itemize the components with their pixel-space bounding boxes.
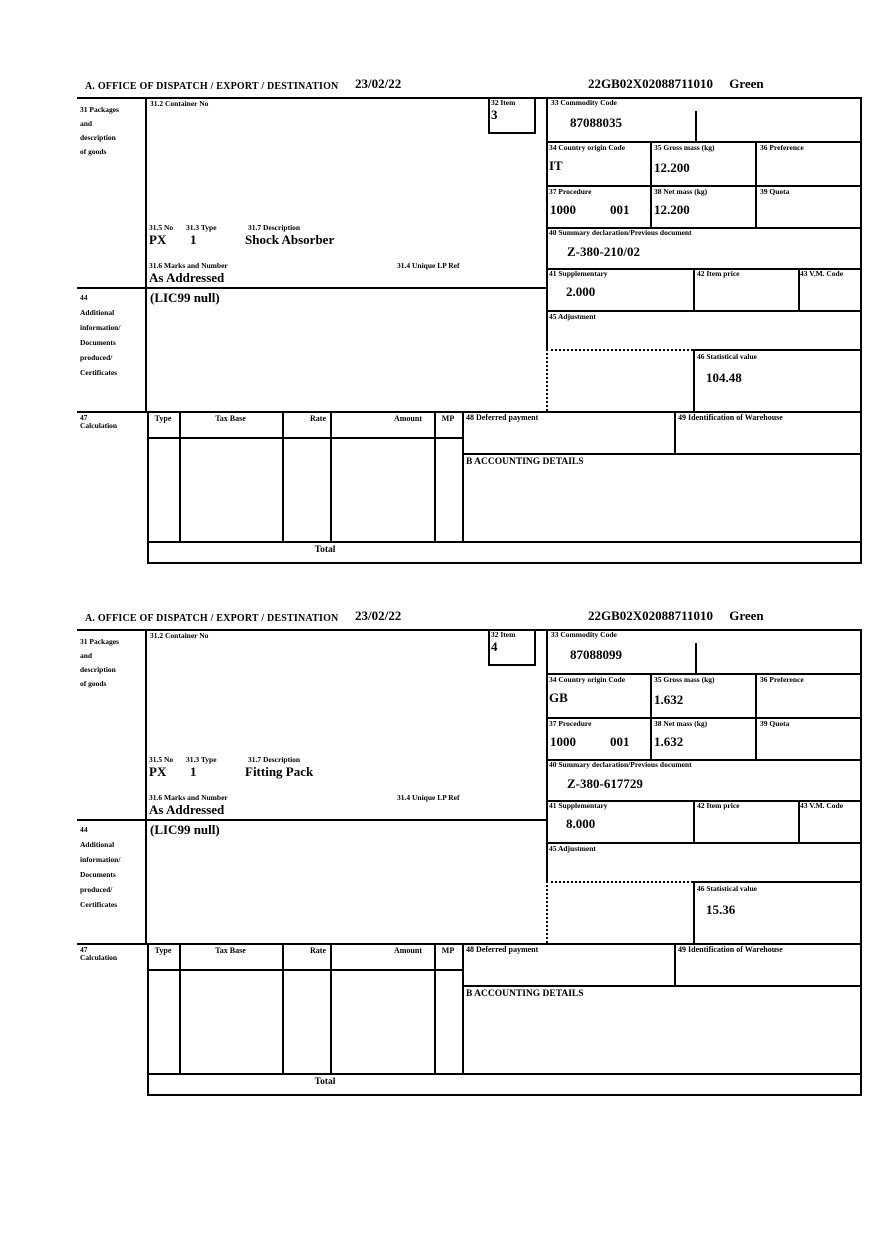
previous-document-value: Z-380-617729	[567, 776, 643, 791]
grid-line	[860, 629, 862, 1096]
gross-mass-value: 1.632	[654, 692, 684, 707]
commodity-code-label: 33 Commodity Code	[551, 98, 617, 107]
entry-number: 22GB02X02088711010	[588, 76, 713, 91]
grid-line	[147, 562, 862, 564]
customs-declaration-item-section	[0, 78, 882, 568]
box31-label-line: description	[80, 133, 116, 142]
procedure-label: 37 Procedure	[549, 187, 592, 196]
commodity-code-value: 87088035	[570, 115, 622, 130]
office-of-dispatch-header: A. OFFICE OF DISPATCH / EXPORT / DESTINATION	[85, 81, 339, 92]
grid-line	[462, 943, 464, 1073]
description-label: 31.7 Description	[248, 223, 301, 232]
preference-label: 36 Preference	[760, 675, 804, 684]
grid-line	[179, 411, 181, 541]
adjustment-label: 45 Adjustment	[549, 844, 596, 853]
net-mass-label: 38 Net mass (kg)	[654, 719, 708, 728]
grid-line	[147, 437, 462, 439]
commodity-code-label: 33 Commodity Code	[551, 630, 617, 639]
package-type-value: 1	[190, 764, 197, 779]
col-header-type: Type	[154, 946, 172, 955]
dotted-grid-line	[546, 349, 693, 351]
item-price-label: 42 Item price	[697, 801, 740, 810]
grid-line	[674, 943, 676, 985]
package-type-label: 31.3 Type	[186, 755, 217, 764]
col-header-rate: Rate	[310, 414, 326, 423]
grid-line	[693, 881, 695, 943]
grid-line	[145, 629, 147, 943]
grid-line	[330, 411, 332, 541]
grid-line	[147, 969, 462, 971]
box31-label-line: 31 Packages	[80, 105, 119, 114]
grid-line	[860, 97, 862, 564]
box44-label-line: Documents	[80, 870, 116, 879]
adjustment-label: 45 Adjustment	[549, 312, 596, 321]
declaration-date: 23/02/22	[355, 76, 402, 91]
gross-mass-value: 12.200	[654, 160, 690, 175]
procedure-label: 37 Procedure	[549, 719, 592, 728]
grid-line	[147, 1073, 862, 1075]
additional-info-value: (LIC99 null)	[150, 822, 220, 837]
calculation-label	[80, 946, 117, 963]
procedure-ext-value: 001	[610, 202, 630, 217]
package-no-label: 31.5 No	[149, 223, 174, 232]
box44-label-line: Additional	[80, 308, 115, 317]
procedure-ext-value: 001	[610, 734, 630, 749]
deferred-payment-label: 48 Deferred payment	[466, 413, 539, 422]
grid-line	[693, 881, 862, 883]
total-label: Total	[314, 1077, 336, 1087]
unique-lp-ref-label: 31.4 Unique LP Ref	[397, 261, 460, 270]
statistical-value: 15.36	[706, 902, 736, 917]
col-header-tax-base: Tax Base	[215, 946, 246, 955]
commodity-code-value: 87088099	[570, 647, 622, 662]
box44-label-line: information/	[80, 323, 121, 332]
col-header-rate: Rate	[310, 946, 326, 955]
box44-label-line: information/	[80, 855, 121, 864]
grid-line	[77, 819, 546, 821]
grid-line	[693, 800, 695, 842]
procedure-value: 1000	[550, 202, 576, 217]
grid-line	[77, 287, 546, 289]
calc-label-line: Calculation	[80, 953, 118, 963]
entry-reference	[588, 609, 764, 623]
entry-number: 22GB02X02088711010	[588, 608, 713, 623]
grid-line	[147, 541, 862, 543]
goods-description-value: Fitting Pack	[245, 764, 314, 779]
item-number-value: 3	[491, 107, 498, 122]
quota-label: 39 Quota	[760, 719, 790, 728]
quota-label: 39 Quota	[760, 187, 790, 196]
marks-value: As Addressed	[149, 270, 225, 285]
customs-declaration-item-section	[0, 610, 882, 1100]
warehouse-id-label: 49 Identification of Warehouse	[678, 413, 783, 422]
package-no-value: PX	[149, 764, 167, 779]
col-header-mp: MP	[441, 414, 455, 423]
box44-label-line: Certificates	[80, 900, 118, 909]
marks-label: 31.6 Marks and Number	[149, 793, 228, 802]
previous-document-value: Z-380-210/02	[567, 244, 640, 259]
origin-country-value: IT	[549, 158, 563, 173]
summary-declaration-label: 40 Summary declaration/Previous document	[549, 760, 692, 769]
procedure-value: 1000	[550, 734, 576, 749]
gross-mass-label: 35 Gross mass (kg)	[654, 675, 715, 684]
box44-additional-info-label	[80, 822, 120, 912]
grid-line	[462, 411, 464, 541]
marks-label: 31.6 Marks and Number	[149, 261, 228, 270]
col-header-amount: Amount	[393, 946, 422, 955]
vm-code-label: 43 V.M. Code	[800, 269, 844, 278]
supplementary-value: 8.000	[566, 816, 596, 831]
statistical-value: 104.48	[706, 370, 742, 385]
office-of-dispatch-header: A. OFFICE OF DISPATCH / EXPORT / DESTINATION	[85, 613, 339, 624]
grid-line	[145, 97, 147, 411]
net-mass-label: 38 Net mass (kg)	[654, 187, 708, 196]
origin-country-label: 34 Country origin Code	[549, 675, 626, 684]
box44-label-line: Certificates	[80, 368, 118, 377]
preference-label: 36 Preference	[760, 143, 804, 152]
box31-packages-label	[80, 103, 119, 159]
accounting-details-label: B ACCOUNTING DETAILS	[466, 989, 584, 999]
dotted-grid-line	[546, 881, 693, 883]
item-number-value: 4	[491, 639, 498, 654]
route-indicator: Green	[729, 76, 764, 91]
package-type-value: 1	[190, 232, 197, 247]
vm-code-label: 43 V.M. Code	[800, 801, 844, 810]
grid-line	[755, 141, 757, 227]
grid-line	[434, 411, 436, 541]
goods-description-value: Shock Absorber	[245, 232, 335, 247]
box44-additional-info-label	[80, 290, 120, 380]
col-header-amount: Amount	[393, 414, 422, 423]
description-label: 31.7 Description	[248, 755, 301, 764]
package-no-value: PX	[149, 232, 167, 247]
package-type-label: 31.3 Type	[186, 223, 217, 232]
grid-line	[693, 349, 862, 351]
marks-value: As Addressed	[149, 802, 225, 817]
grid-line	[434, 943, 436, 1073]
supplementary-value: 2.000	[566, 284, 596, 299]
route-indicator: Green	[729, 608, 764, 623]
grid-line	[755, 673, 757, 759]
commodity-code-divider	[695, 643, 697, 673]
entry-reference	[588, 77, 764, 91]
grid-line	[179, 943, 181, 1073]
box44-label-line: Additional	[80, 840, 115, 849]
col-header-type: Type	[154, 414, 172, 423]
box44-label-line: produced/	[80, 353, 113, 362]
container-no-label: 31.2 Container No	[150, 631, 209, 640]
box31-label-line: of goods	[80, 147, 107, 156]
package-no-label: 31.5 No	[149, 755, 174, 764]
grid-line	[650, 141, 652, 227]
net-mass-value: 1.632	[654, 734, 684, 749]
grid-line	[693, 268, 695, 310]
col-header-mp: MP	[441, 946, 455, 955]
grid-line	[147, 1094, 862, 1096]
accounting-details-label: B ACCOUNTING DETAILS	[466, 457, 584, 467]
gross-mass-label: 35 Gross mass (kg)	[654, 143, 715, 152]
dotted-grid-line	[546, 881, 548, 943]
box44-label-line: Documents	[80, 338, 116, 347]
calc-label-line: Calculation	[80, 421, 118, 431]
calc-label-line: 47	[80, 413, 88, 422]
calc-label-line: 47	[80, 945, 88, 954]
box31-label-line: and	[80, 119, 93, 128]
grid-line	[282, 411, 284, 541]
grid-line	[693, 349, 695, 411]
statistical-value-label: 46 Statistical value	[697, 352, 757, 361]
grid-line	[674, 411, 676, 453]
box44-label-line: produced/	[80, 885, 113, 894]
item-label: 32 Item	[491, 98, 516, 107]
box31-label-line: 31 Packages	[80, 637, 119, 646]
statistical-value-label: 46 Statistical value	[697, 884, 757, 893]
item-label: 32 Item	[491, 630, 516, 639]
grid-line	[650, 673, 652, 759]
net-mass-value: 12.200	[654, 202, 690, 217]
dotted-grid-line	[546, 349, 548, 411]
supplementary-label: 41 Supplementary	[549, 801, 608, 810]
unique-lp-ref-label: 31.4 Unique LP Ref	[397, 793, 460, 802]
container-no-label: 31.2 Container No	[150, 99, 209, 108]
box31-label-line: of goods	[80, 679, 107, 688]
grid-line	[282, 943, 284, 1073]
calculation-label	[80, 414, 117, 431]
grid-line	[462, 985, 862, 987]
box31-label-line: and	[80, 651, 93, 660]
grid-line	[462, 453, 862, 455]
commodity-code-divider	[695, 111, 697, 141]
grid-line	[330, 943, 332, 1073]
origin-country-value: GB	[549, 690, 568, 705]
total-label: Total	[314, 545, 336, 555]
additional-info-value: (LIC99 null)	[150, 290, 220, 305]
box31-label-line: description	[80, 665, 116, 674]
deferred-payment-label: 48 Deferred payment	[466, 945, 539, 954]
declaration-date: 23/02/22	[355, 608, 402, 623]
box31-packages-label	[80, 635, 119, 691]
box44-label-line: 44	[80, 825, 88, 834]
item-price-label: 42 Item price	[697, 269, 740, 278]
origin-country-label: 34 Country origin Code	[549, 143, 626, 152]
supplementary-label: 41 Supplementary	[549, 269, 608, 278]
box44-label-line: 44	[80, 293, 88, 302]
summary-declaration-label: 40 Summary declaration/Previous document	[549, 228, 692, 237]
warehouse-id-label: 49 Identification of Warehouse	[678, 945, 783, 954]
col-header-tax-base: Tax Base	[215, 414, 246, 423]
